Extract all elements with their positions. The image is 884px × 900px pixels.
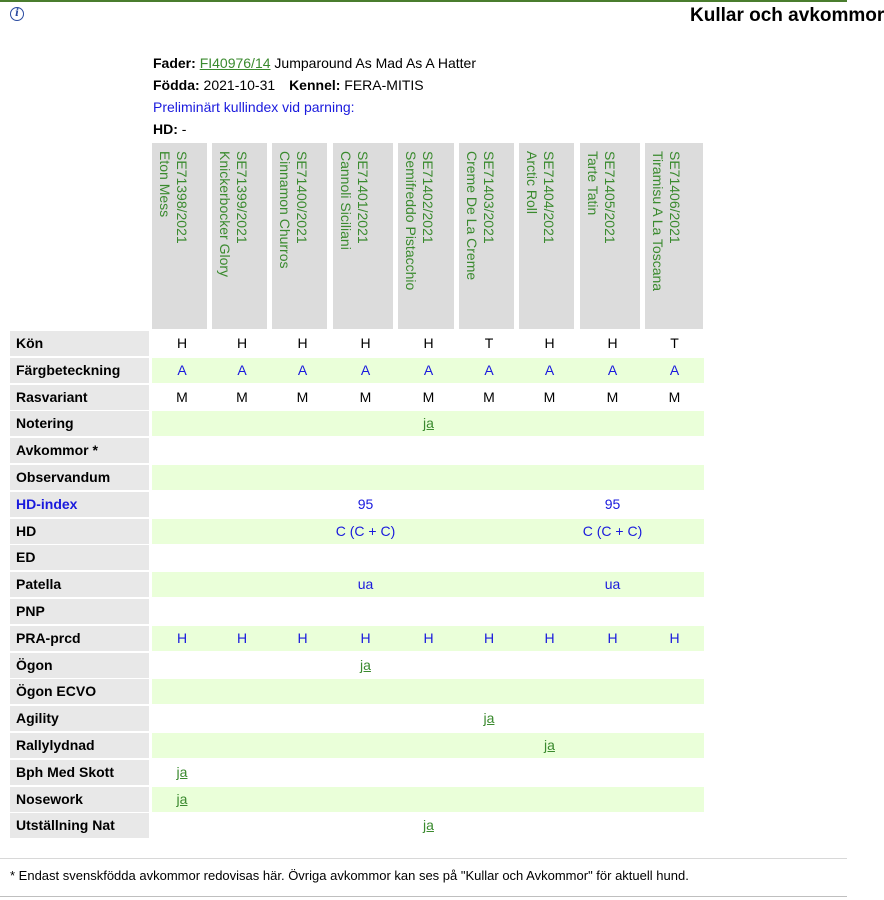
table-cell <box>580 438 645 463</box>
table-cell: 95 <box>604 496 621 512</box>
table-cell <box>580 760 645 785</box>
puppy-reg[interactable]: SE71401/2021 <box>355 151 371 244</box>
puppy-header-9[interactable] <box>645 143 703 329</box>
table-cell <box>645 706 704 731</box>
table-cell <box>272 599 333 624</box>
table-cell: H <box>544 335 555 351</box>
table-cell <box>333 599 398 624</box>
table-cell <box>398 760 459 785</box>
table-row <box>10 626 704 651</box>
table-cell <box>519 787 580 812</box>
table-cell <box>645 438 704 463</box>
table-cell: A <box>519 358 580 383</box>
footnote: * Endast svenskfödda avkommor redovisas här. Övriga avkommor kan ses på "Kullar och Avkommor" för aktuell hund. <box>10 868 689 883</box>
table-cell: A <box>212 358 272 383</box>
table-cell <box>212 706 272 731</box>
table-cell <box>459 787 519 812</box>
table-cell <box>645 545 704 570</box>
table-cell <box>272 813 333 838</box>
fader-reg-prefix[interactable]: FI40976/ <box>199 55 255 71</box>
puppy-name[interactable]: Tiramisu A La Toscana <box>650 151 666 292</box>
table-cell: A <box>333 358 398 383</box>
table-cell <box>645 572 704 597</box>
table-cell <box>212 760 272 785</box>
fader-name: Jumparound As Mad As A Hatter <box>274 55 476 71</box>
table-cell: H <box>297 335 308 351</box>
table-row <box>10 492 704 517</box>
table-cell <box>519 438 580 463</box>
table-cell: H <box>398 626 459 651</box>
table-cell <box>459 411 519 436</box>
table-cell <box>272 706 333 731</box>
table-cell <box>519 492 580 517</box>
puppy-header-link[interactable] <box>216 151 250 277</box>
table-cell <box>645 465 704 490</box>
kennel-value: FERA-MITIS <box>344 77 424 93</box>
table-cell <box>152 653 212 678</box>
table-cell <box>398 519 459 544</box>
table-cell <box>645 411 704 436</box>
table-cell: 95 <box>357 496 374 512</box>
puppy-header-2[interactable] <box>212 143 267 329</box>
table-cell <box>398 465 459 490</box>
table-cell <box>459 492 519 517</box>
table-cell[interactable]: ja <box>360 657 371 673</box>
hd-value: - <box>181 121 187 137</box>
table-cell: M <box>422 389 435 405</box>
table-cell <box>398 706 459 731</box>
puppy-reg[interactable]: SE71406/2021 <box>667 151 683 244</box>
table-row <box>10 599 704 624</box>
puppy-name[interactable]: Cinnamon Churros <box>277 151 293 269</box>
table-cell <box>212 519 272 544</box>
table-cell <box>645 813 704 838</box>
table-cell <box>645 653 704 678</box>
table-cell <box>519 679 580 704</box>
table-cell <box>645 733 704 758</box>
table-cell <box>212 733 272 758</box>
row-label: Utställning Nat <box>10 813 149 838</box>
table-cell: M <box>606 389 619 405</box>
puppy-header-link[interactable] <box>402 151 436 290</box>
table-cell <box>333 813 398 838</box>
puppy-name[interactable]: Arctic Roll <box>524 151 540 215</box>
table-row <box>10 331 704 356</box>
puppy-header-4[interactable] <box>333 143 393 329</box>
table-cell <box>398 438 459 463</box>
table-cell <box>212 411 272 436</box>
table-cell <box>212 599 272 624</box>
table-cell <box>645 760 704 785</box>
table-row <box>10 760 704 785</box>
table-row <box>10 385 704 410</box>
puppy-header-link[interactable] <box>463 151 497 280</box>
table-cell <box>152 813 212 838</box>
table-cell <box>333 733 398 758</box>
table-cell <box>152 706 212 731</box>
row-label[interactable]: HD-index <box>10 492 149 517</box>
puppy-name[interactable]: Eton Mess <box>157 151 173 218</box>
row-label: Kön <box>10 331 149 356</box>
table-cell <box>212 465 272 490</box>
table-row <box>10 465 704 490</box>
row-label: Patella <box>10 572 149 597</box>
table-cell: H <box>333 626 398 651</box>
table-cell <box>459 679 519 704</box>
table-cell <box>580 465 645 490</box>
table-cell <box>398 572 459 597</box>
table-cell <box>519 760 580 785</box>
puppy-header-5[interactable] <box>398 143 454 329</box>
fader-label: Fader: <box>153 55 196 71</box>
table-cell <box>212 492 272 517</box>
table-cell <box>152 545 212 570</box>
table-cell <box>212 545 272 570</box>
table-cell <box>459 599 519 624</box>
table-cell <box>459 760 519 785</box>
table-cell: A <box>152 358 212 383</box>
table-cell <box>152 679 212 704</box>
table-cell <box>212 438 272 463</box>
table-cell: ua <box>580 572 645 597</box>
table-cell <box>580 545 645 570</box>
table-cell: H <box>176 335 188 351</box>
row-label: Observandum <box>10 465 149 490</box>
footnote-divider <box>0 858 847 859</box>
table-cell <box>645 492 704 517</box>
puppy-header-3[interactable] <box>272 143 327 329</box>
table-cell <box>645 599 704 624</box>
table-cell <box>272 492 333 517</box>
table-cell <box>152 438 212 463</box>
table-cell <box>333 545 398 570</box>
table-cell <box>398 787 459 812</box>
table-cell <box>152 465 212 490</box>
table-cell: M <box>483 389 495 405</box>
info-icon[interactable]: i <box>10 7 24 21</box>
row-label: Rasvariant <box>10 385 149 410</box>
row-label: HD <box>10 519 149 544</box>
table-cell <box>333 787 398 812</box>
puppy-header-link[interactable] <box>156 151 190 244</box>
table-cell <box>580 599 645 624</box>
table-cell <box>212 679 272 704</box>
table-cell <box>519 411 580 436</box>
table-cell: C (C + C) <box>333 519 398 544</box>
table-row <box>10 653 704 678</box>
table-cell: M <box>176 389 188 405</box>
row-label: Avkommor * <box>10 438 149 463</box>
puppy-reg[interactable]: SE71405/2021 <box>602 151 618 244</box>
prelim-index-text: Preliminärt kullindex vid parning: <box>153 99 355 115</box>
table-cell <box>333 760 398 785</box>
table-cell <box>459 519 519 544</box>
table-cell <box>645 679 704 704</box>
table-row <box>10 358 704 383</box>
table-cell <box>333 679 398 704</box>
table-cell: H <box>152 626 212 651</box>
table-cell: T <box>670 335 679 351</box>
table-cell <box>580 733 645 758</box>
fodda-line <box>153 74 476 96</box>
table-cell: M <box>668 389 681 405</box>
table-cell <box>272 572 333 597</box>
puppy-reg[interactable]: SE71404/2021 <box>541 151 557 244</box>
fader-reg-suffix[interactable]: 14 <box>254 55 271 71</box>
table-cell <box>519 813 580 838</box>
table-cell: A <box>398 358 459 383</box>
puppy-reg[interactable]: SE71402/2021 <box>420 151 436 244</box>
table-cell: C (C + C) <box>580 519 645 544</box>
table-row <box>10 545 704 570</box>
table-cell <box>152 572 212 597</box>
puppy-header-8[interactable] <box>580 143 640 329</box>
table-cell: H <box>645 626 704 651</box>
table-cell <box>272 438 333 463</box>
table-cell <box>212 787 272 812</box>
table-cell <box>459 545 519 570</box>
table-cell[interactable]: ja <box>176 764 188 780</box>
puppy-reg[interactable]: SE71399/2021 <box>234 151 250 244</box>
hd-label: HD: <box>153 121 178 137</box>
fader-reg-link[interactable] <box>200 55 271 71</box>
bottom-divider <box>0 896 847 897</box>
table-cell <box>459 733 519 758</box>
table-cell: M <box>543 389 556 405</box>
fodda-value: 2021-10-31 <box>203 77 276 93</box>
table-cell: A <box>580 358 645 383</box>
puppy-name[interactable]: Tarte Tatin <box>585 151 601 216</box>
table-cell[interactable]: ja <box>483 710 495 726</box>
table-row <box>10 733 704 758</box>
table-cell <box>645 519 704 544</box>
puppy-header-link[interactable] <box>584 151 618 244</box>
table-cell <box>519 572 580 597</box>
table-cell <box>272 679 333 704</box>
hd-line <box>153 118 476 140</box>
table-cell <box>152 519 212 544</box>
puppy-header-1[interactable] <box>152 143 207 329</box>
table-cell <box>272 760 333 785</box>
table-cell <box>272 787 333 812</box>
table-cell <box>398 679 459 704</box>
table-cell: H <box>236 335 248 351</box>
table-cell: A <box>645 358 704 383</box>
fodda-label: Födda: <box>153 77 200 93</box>
puppy-reg[interactable]: SE71403/2021 <box>481 151 497 244</box>
table-cell <box>333 706 398 731</box>
table-cell: H <box>459 626 519 651</box>
row-label: ED <box>10 545 149 570</box>
table-cell <box>272 653 333 678</box>
table-cell <box>459 438 519 463</box>
table-cell <box>272 465 333 490</box>
puppy-header-link[interactable] <box>523 151 557 244</box>
table-cell <box>272 733 333 758</box>
table-cell <box>272 519 333 544</box>
table-cell <box>580 679 645 704</box>
table-cell <box>398 653 459 678</box>
puppy-header-link[interactable] <box>276 151 310 269</box>
table-cell <box>333 465 398 490</box>
table-cell: H <box>360 335 371 351</box>
fader-line <box>153 52 476 74</box>
table-cell <box>645 787 704 812</box>
row-label: Ögon <box>10 653 149 678</box>
row-label: Rallylydnad <box>10 733 149 758</box>
top-border <box>0 0 847 2</box>
table-cell <box>580 787 645 812</box>
table-cell: M <box>236 389 248 405</box>
puppy-name[interactable]: Creme De La Creme <box>464 151 480 281</box>
table-cell <box>333 411 398 436</box>
puppy-name[interactable]: Knickerbocker Glory <box>217 151 233 278</box>
table-cell <box>272 411 333 436</box>
table-cell <box>152 492 212 517</box>
table-cell: H <box>519 626 580 651</box>
table-cell <box>333 438 398 463</box>
puppy-header-link[interactable] <box>337 151 371 250</box>
table-cell: M <box>359 389 372 405</box>
table-cell <box>398 492 459 517</box>
page-title: Kullar och avkommor <box>690 5 884 26</box>
puppy-name[interactable]: Semifreddo Pistacchio <box>403 151 419 291</box>
table-row <box>10 572 704 597</box>
table-cell <box>212 813 272 838</box>
puppy-reg[interactable]: SE71400/2021 <box>294 151 310 244</box>
puppy-name[interactable]: Cannoli Siciliani <box>338 151 354 250</box>
table-cell <box>212 572 272 597</box>
table-cell <box>152 733 212 758</box>
table-cell[interactable]: ja <box>423 817 434 833</box>
table-cell <box>459 465 519 490</box>
puppy-header-link[interactable] <box>649 151 683 291</box>
kennel-label: Kennel: <box>289 77 341 93</box>
table-cell <box>580 653 645 678</box>
table-cell <box>519 519 580 544</box>
row-label: PRA-prcd <box>10 626 149 651</box>
table-cell <box>519 465 580 490</box>
table-cell <box>459 653 519 678</box>
table-cell <box>519 653 580 678</box>
table-row <box>10 787 704 812</box>
puppy-header-7[interactable] <box>519 143 574 329</box>
table-cell <box>152 411 212 436</box>
table-cell <box>519 545 580 570</box>
table-row <box>10 813 704 838</box>
table-cell[interactable]: ja <box>152 787 212 812</box>
table-cell: H <box>580 626 645 651</box>
table-cell <box>398 733 459 758</box>
table-cell <box>519 706 580 731</box>
table-cell: H <box>607 335 618 351</box>
table-cell <box>580 706 645 731</box>
table-cell <box>580 813 645 838</box>
table-cell <box>580 411 645 436</box>
table-row <box>10 438 704 463</box>
table-cell[interactable]: ja <box>398 411 459 436</box>
table-row <box>10 679 704 704</box>
table-row <box>10 519 704 544</box>
table-cell: A <box>272 358 333 383</box>
table-cell <box>398 545 459 570</box>
table-cell: ua <box>333 572 398 597</box>
row-label: Ögon ECVO <box>10 679 149 704</box>
table-cell: A <box>459 358 519 383</box>
table-cell: H <box>272 626 333 651</box>
litter-info <box>153 52 476 140</box>
puppy-reg[interactable]: SE71398/2021 <box>174 151 190 244</box>
table-cell <box>272 545 333 570</box>
table-cell <box>519 599 580 624</box>
table-cell <box>152 599 212 624</box>
row-label: Nosework <box>10 787 149 812</box>
table-cell <box>212 653 272 678</box>
table-cell[interactable]: ja <box>519 733 580 758</box>
table-cell <box>459 572 519 597</box>
table-row <box>10 411 704 436</box>
row-label: Agility <box>10 706 149 731</box>
row-label: Färgbeteckning <box>10 358 149 383</box>
row-label: Notering <box>10 411 149 436</box>
table-cell: M <box>296 389 309 405</box>
table-cell: H <box>212 626 272 651</box>
table-row <box>10 706 704 731</box>
table-cell: H <box>423 335 434 351</box>
table-cell <box>459 813 519 838</box>
row-label: PNP <box>10 599 149 624</box>
table-cell <box>398 599 459 624</box>
puppy-header-6[interactable] <box>459 143 514 329</box>
row-label: Bph Med Skott <box>10 760 149 785</box>
table-cell: T <box>484 335 494 351</box>
